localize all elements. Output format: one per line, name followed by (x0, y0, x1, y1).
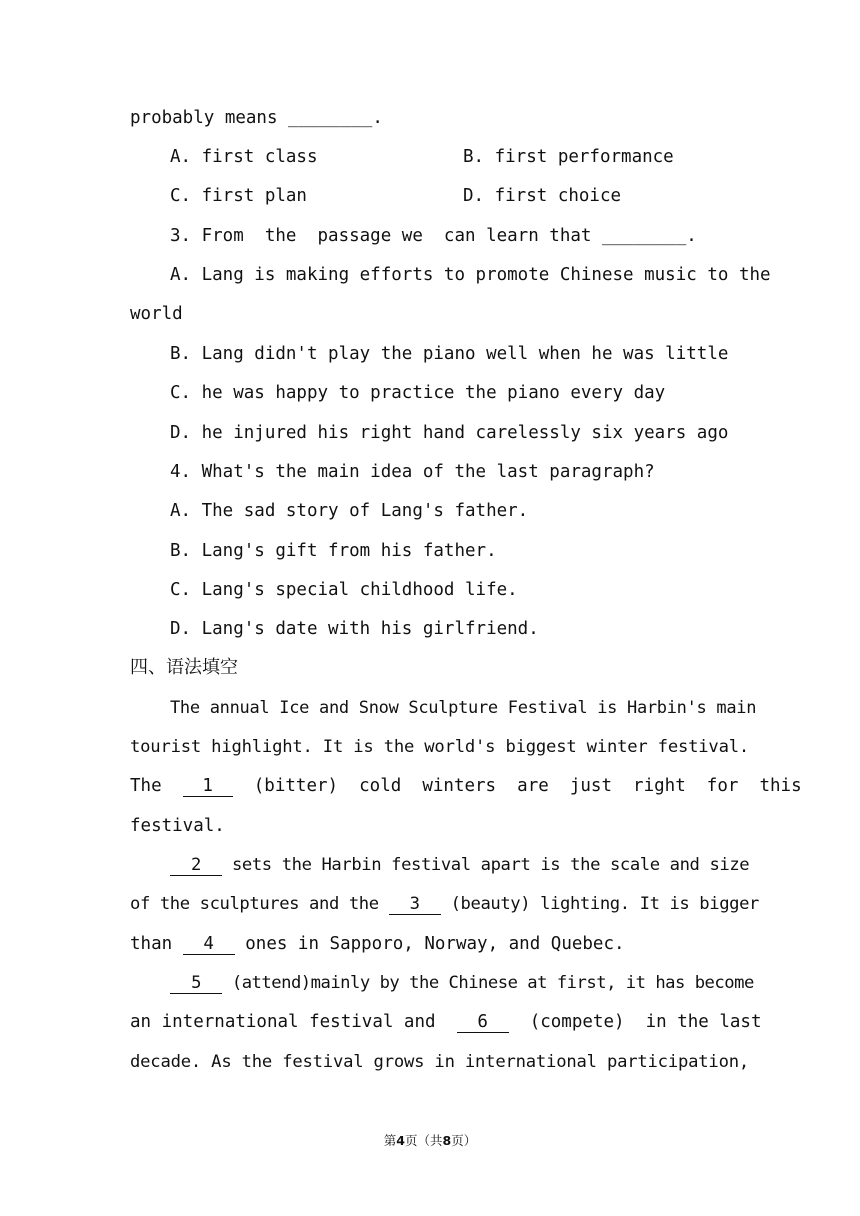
passage-line (130, 892, 759, 916)
passage-line: festival. (130, 816, 225, 836)
passage-line (130, 1010, 762, 1034)
footer-suffix: 页） (451, 1133, 477, 1148)
blank-6: 6 (457, 1012, 509, 1033)
passage-line (130, 932, 625, 956)
page-footer (0, 1131, 860, 1149)
passage-line (170, 971, 754, 995)
page-total: 8 (442, 1133, 452, 1148)
passage-text: sets the Harbin festival apart is the scale and size (231, 855, 750, 875)
passage-text: of the sculptures and the (130, 894, 379, 914)
passage-line (170, 853, 749, 877)
footer-prefix: 第 (383, 1133, 397, 1148)
q4-option-a: A. The sad story of Lang's father. (170, 501, 529, 521)
q2-option-a: A. first class (170, 147, 318, 167)
q2-option-b: B. first performance (463, 147, 674, 167)
page-number: 4 (396, 1133, 405, 1148)
section-title: 四、语法填空 (130, 657, 238, 678)
footer-middle: 页（共 (404, 1133, 443, 1148)
blank-4: 4 (183, 934, 235, 955)
q2-stem-tail: probably means ________. (130, 108, 383, 128)
passage-line: decade. As the festival grows in international participation, (130, 1052, 750, 1072)
passage-text: (bitter) cold winters are just right for this (253, 776, 802, 796)
q4-option-c: C. Lang's special childhood life. (170, 580, 518, 600)
passage-text: an international festival and (130, 1012, 436, 1032)
q3-option-a-line1: A. Lang is making efforts to promote Chinese music to the (170, 265, 771, 285)
blank-2: 2 (170, 855, 222, 876)
q3-option-c: C. he was happy to practice the piano every day (170, 383, 666, 403)
passage-text: ones in Sapporo, Norway, and Quebec. (245, 934, 625, 954)
passage-text: (attend)mainly by the Chinese at first, it has become (231, 973, 754, 993)
passage-text: (compete) in the last (529, 1012, 762, 1032)
blank-5: 5 (170, 973, 222, 994)
q2-option-d: D. first choice (463, 186, 622, 206)
blank-3: 3 (389, 894, 441, 915)
passage-line: tourist highlight. It is the world's biggest winter festival. (130, 737, 750, 757)
passage-text: than (130, 934, 173, 954)
q4-stem: 4. What's the main idea of the last paragraph? (170, 462, 655, 482)
passage-line (130, 774, 802, 798)
passage-text: (beauty) lighting. It is bigger (450, 894, 759, 914)
q3-stem: 3. From the passage we can learn that ________. (170, 226, 697, 246)
q3-option-b: B. Lang didn't play the piano well when he was little (170, 344, 729, 364)
q3-option-d: D. he injured his right hand carelessly six years ago (170, 423, 729, 443)
passage-line: The annual Ice and Snow Sculpture Festival is Harbin's main (170, 698, 757, 718)
q2-option-c: C. first plan (170, 186, 307, 206)
q3-option-a-line2: world (130, 304, 183, 324)
q4-option-d: D. Lang's date with his girlfriend. (170, 619, 539, 639)
q4-option-b: B. Lang's gift from his father. (170, 541, 497, 561)
blank-1: 1 (183, 776, 233, 797)
passage-text: The (130, 776, 162, 796)
